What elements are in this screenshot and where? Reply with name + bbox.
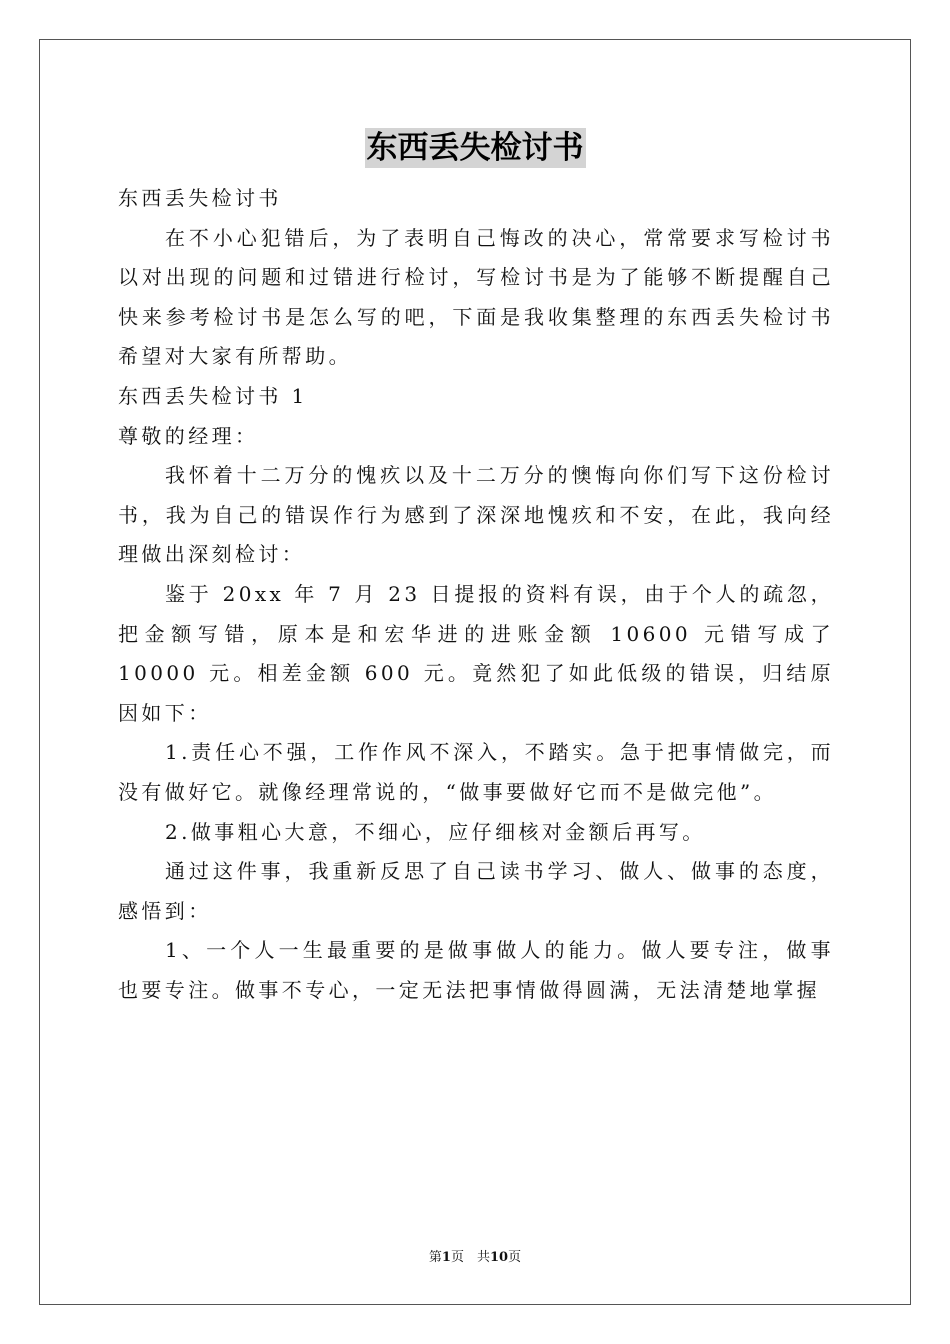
document-body bbox=[118, 179, 834, 1010]
paragraph: 通过这件事，我重新反思了自己读书学习、做人、做事的态度，感悟到： bbox=[118, 859, 834, 923]
document-title: 东西丢失检讨书 bbox=[366, 130, 584, 166]
paragraph: 鉴于 20xx 年 7 月 23 日提报的资料有误，由于个人的疏忽，把金额写错，原本是和宏华进的进账金额 10600 元错写成了 10000 元。相差金额 600 元。竟然犯了如此低级的错误，归结原因如下： bbox=[118, 581, 834, 725]
page-total: 10 bbox=[489, 1250, 509, 1265]
paragraph: 尊敬的经理： bbox=[118, 423, 259, 448]
page-suffix: 页 bbox=[508, 1250, 522, 1265]
paragraph: 东西丢失检讨书 bbox=[118, 186, 282, 210]
paragraph: 2.做事粗心大意，不细心，应仔细核对金额后再写。 bbox=[165, 819, 706, 844]
page-prefix: 第 bbox=[428, 1250, 442, 1265]
page-footer bbox=[0, 1246, 950, 1265]
paragraph: 东西丢失检讨书 1 bbox=[118, 383, 308, 408]
page-mid: 页 共 bbox=[450, 1250, 490, 1265]
paragraph: 1、一个人一生最重要的是做事做人的能力。做人要专注，做事也要专注。做事不专心，一定无法把事情做得圆满，无法清楚地掌握 bbox=[118, 938, 834, 1002]
paragraph: 在不小心犯错后，为了表明自己悔改的决心，常常要求写检讨书以对出现的问题和过错进行检讨，写检讨书是为了能够不断提醒自己快来参考检讨书是怎么写的吧，下面是我收集整理的东西丢失检讨书希望对大家有所帮助。 bbox=[118, 225, 834, 369]
page-current: 1 bbox=[441, 1250, 451, 1265]
title-container bbox=[0, 128, 950, 168]
paragraph: 我怀着十二万分的愧疚以及十二万分的懊悔向你们写下这份检讨书，我为自己的错误作行为感到了深深地愧疚和不安，在此，我向经理做出深刻检讨： bbox=[118, 463, 834, 567]
paragraph: 1.责任心不强，工作作风不深入，不踏实。急于把事情做完，而没有做好它。就像经理常说的，“做事要做好它而不是做完他”。 bbox=[118, 740, 834, 804]
